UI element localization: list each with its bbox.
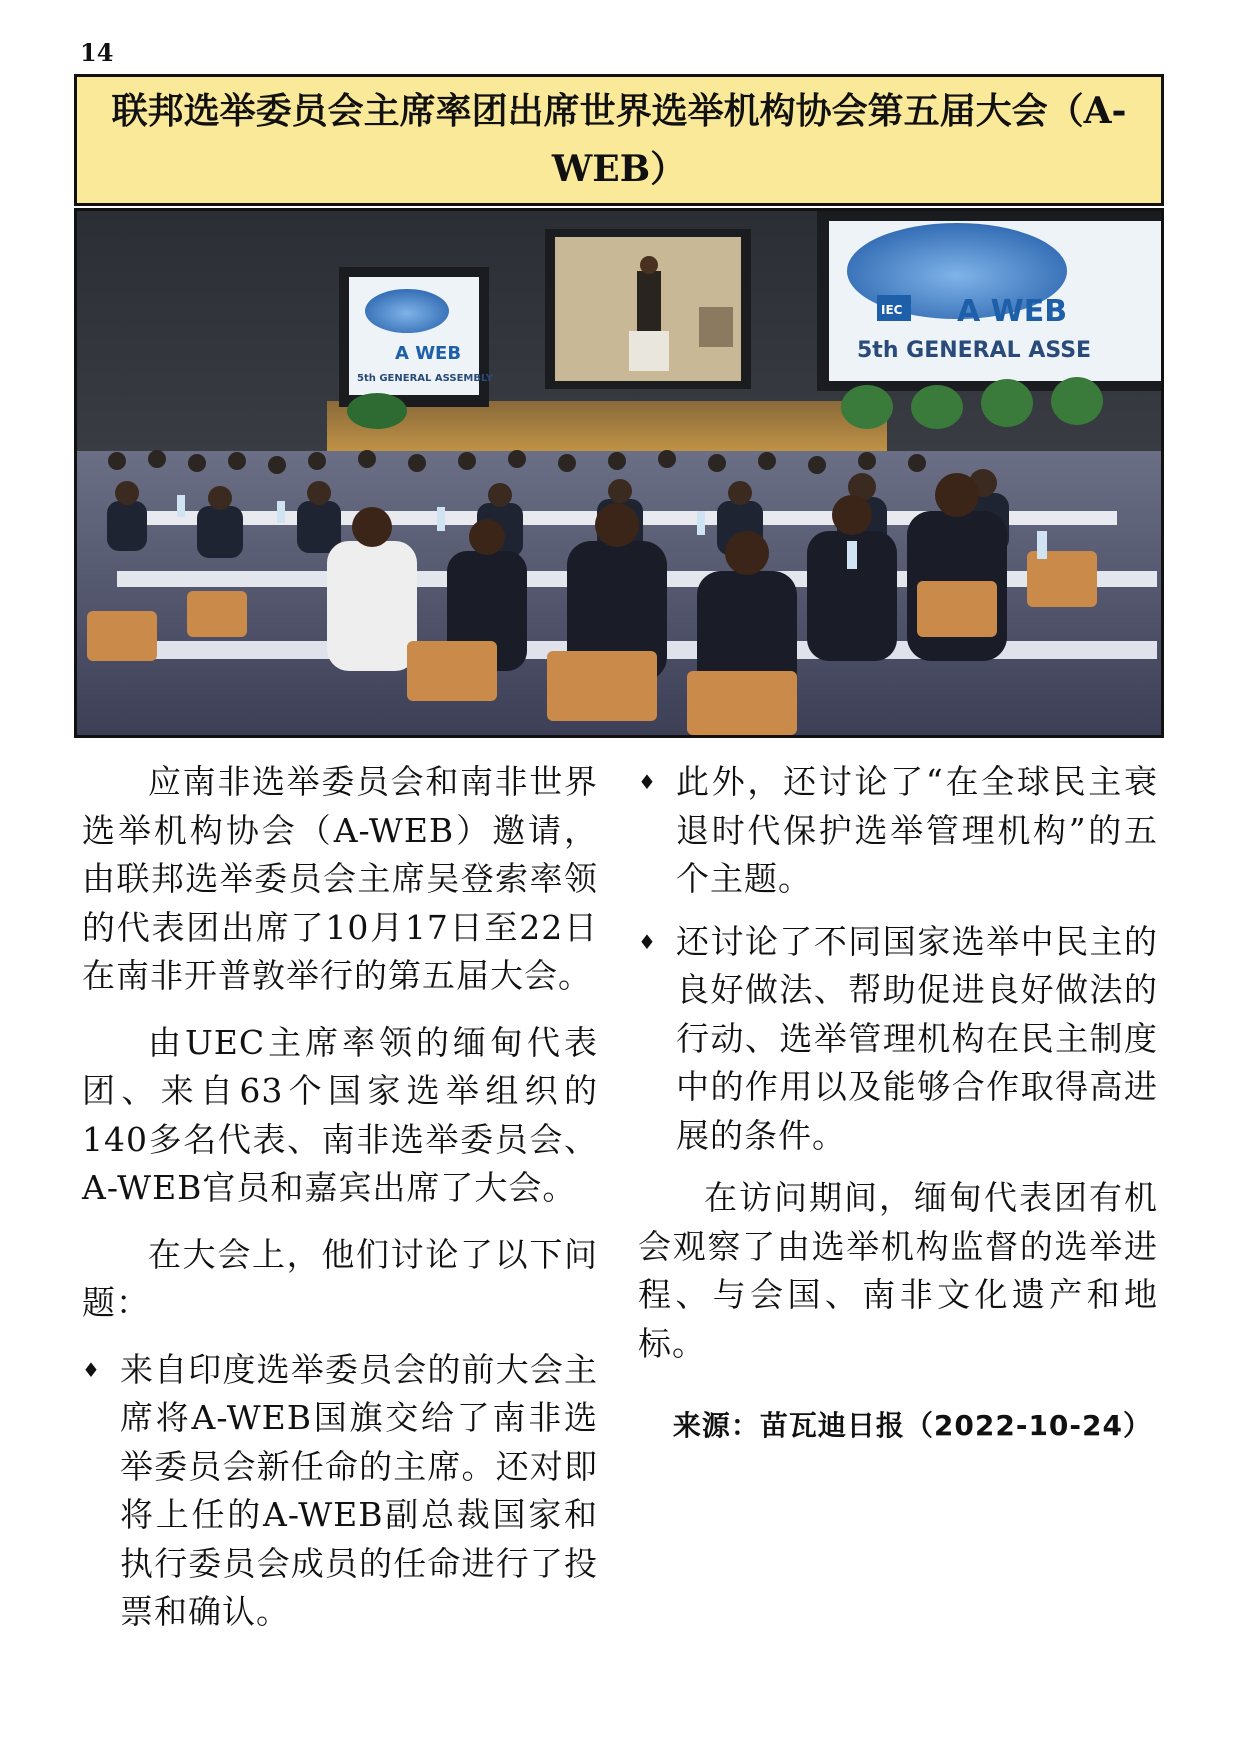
article-title: 联邦选举委员会主席率团出席世界选举机构协会第五届大会（A-WEB） (111, 90, 1127, 190)
plant-right-3 (981, 379, 1033, 427)
iec-label: IEC (881, 303, 903, 317)
bullet-text: 来自印度选举委员会的前大会主席将A-WEB国旗交给了南非选举委员会新任命的主席。还对即将上任的A-WEB副总裁国家和执行委员会成员的任命进行了投票和确认。 (120, 1349, 598, 1631)
speaker-figure (637, 271, 661, 341)
conference-photo (74, 208, 1164, 738)
screen-right-heading: 5th GENERAL ASSE (857, 338, 1092, 363)
bullet-text: 还讨论了不同国家选举中民主的良好做法、帮助促进良好做法的行动、选举管理机构在民主制度中的作用以及能够合作取得高进展的条件。 (676, 921, 1158, 1155)
issue-list-left (82, 1346, 598, 1637)
paragraph-invitation: 应南非选举委员会和南非世界选举机构协会（A-WEB）邀请，由联邦选举委员会主席吴登索率领的代表团出席了10月17日至22日在南非开普敦举行的第五届大会。 (82, 762, 598, 995)
screen-right-brand: A WEB (957, 294, 1068, 329)
plant-right-1 (841, 385, 893, 429)
screen-left-heading: 5th GENERAL ASSEMBLY (357, 373, 494, 384)
diamond-bullet-icon: ♦ (638, 770, 657, 794)
paragraph-issues-intro: 在大会上，他们讨论了以下问题： (82, 1234, 598, 1322)
paragraph-delegates: 由UEC主席率领的缅甸代表团、来自63个国家选举组织的140多名代表、南非选举委员会、A-WEB官员和嘉宾出席了大会。 (82, 1022, 598, 1207)
issue-list-right (638, 758, 1158, 1160)
left-column (82, 758, 598, 1651)
right-column (638, 758, 1158, 1451)
bullet-text: 此外，还讨论了“在全球民主衰退时代保护选举管理机构”的五个主题。 (676, 762, 1158, 898)
list-item (638, 918, 1158, 1161)
plant-right-4 (1051, 377, 1103, 425)
podium (629, 331, 669, 371)
plant-left (347, 393, 407, 429)
interpreter-inset (699, 307, 733, 347)
page-number: 14 (80, 38, 114, 67)
globe-left (365, 289, 449, 333)
screen-left-brand: A WEB (395, 343, 462, 364)
source-citation: 来源：苗瓦迪日报（2022-10-24） (672, 1409, 1152, 1442)
title-banner (74, 74, 1164, 206)
paragraph-visit: 在访问期间，缅甸代表团有机会观察了由选举机构监督的选举进程、与会国、南非文化遗产和地标。 (638, 1178, 1158, 1363)
diamond-bullet-icon: ♦ (638, 929, 657, 954)
list-item (82, 1346, 598, 1637)
diamond-bullet-icon: ♦ (82, 1357, 101, 1382)
list-item (638, 758, 1158, 904)
speaker-head (640, 256, 658, 274)
plant-right-2 (911, 385, 963, 429)
